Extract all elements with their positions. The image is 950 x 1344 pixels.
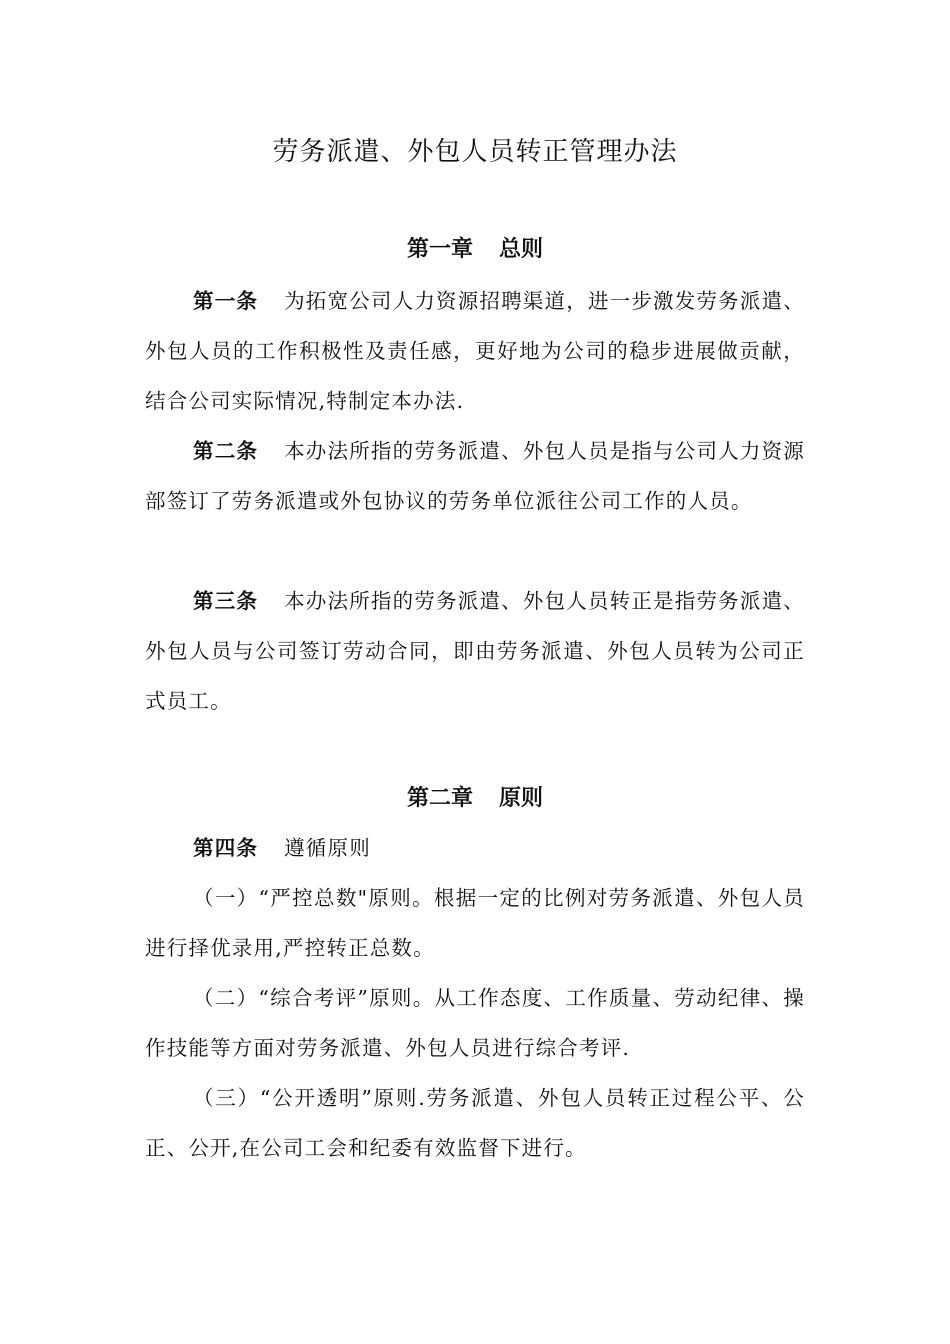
article-label: 第二条 — [193, 439, 259, 463]
chapter-number: 第二章 — [406, 786, 473, 811]
principle-item-1: （一）“严控总数"原则。根据一定的比例对劳务派遣、外包人员进行择优录用,严控转正总数。 — [145, 886, 805, 960]
principle-item-3: （三）“公开透明”原则.劳务派遣、外包人员转正过程公平、公正、公开,在公司工会和纪委有效监督下进行。 — [145, 1086, 805, 1160]
chapter-heading-1 — [0, 234, 950, 266]
article-text: 本办法所指的劳务派遣、外包人员转正是指劳务派遣、外包人员与公司签订劳动合同，即由劳务派遣、外包人员转为公司正式员工。 — [145, 589, 805, 713]
chapter-name: 总则 — [499, 237, 544, 262]
chapter-name: 原则 — [499, 786, 544, 811]
principle-item-2: （二）“综合考评”原则。从工作态度、工作质量、劳动纪律、操作技能等方面对劳务派遣、外包人员进行综合考评. — [145, 986, 805, 1060]
document-title: 劳务派遣、外包人员转正管理办法 — [272, 137, 678, 167]
article-2 — [145, 426, 805, 526]
article-label: 第一条 — [193, 289, 259, 313]
article-4 — [145, 823, 805, 873]
article-text: 为拓宽公司人力资源招聘渠道，进一步激发劳务派遣、外包人员的工作积极性及责任感，更好地为公司的稳步进展做贡献，结合公司实际情况,特制定本办法. — [145, 289, 805, 413]
article-3 — [145, 576, 805, 726]
chapter-number: 第一章 — [406, 237, 473, 262]
chapter-heading-2 — [0, 783, 950, 815]
article-label: 第四条 — [193, 836, 259, 860]
article-text: 本办法所指的劳务派遣、外包人员是指与公司人力资源部签订了劳务派遣或外包协议的劳务单位派往公司工作的人员。 — [145, 439, 805, 513]
article-label: 第三条 — [193, 589, 259, 613]
article-text: 遵循原则 — [284, 836, 371, 860]
article-1 — [145, 276, 805, 426]
